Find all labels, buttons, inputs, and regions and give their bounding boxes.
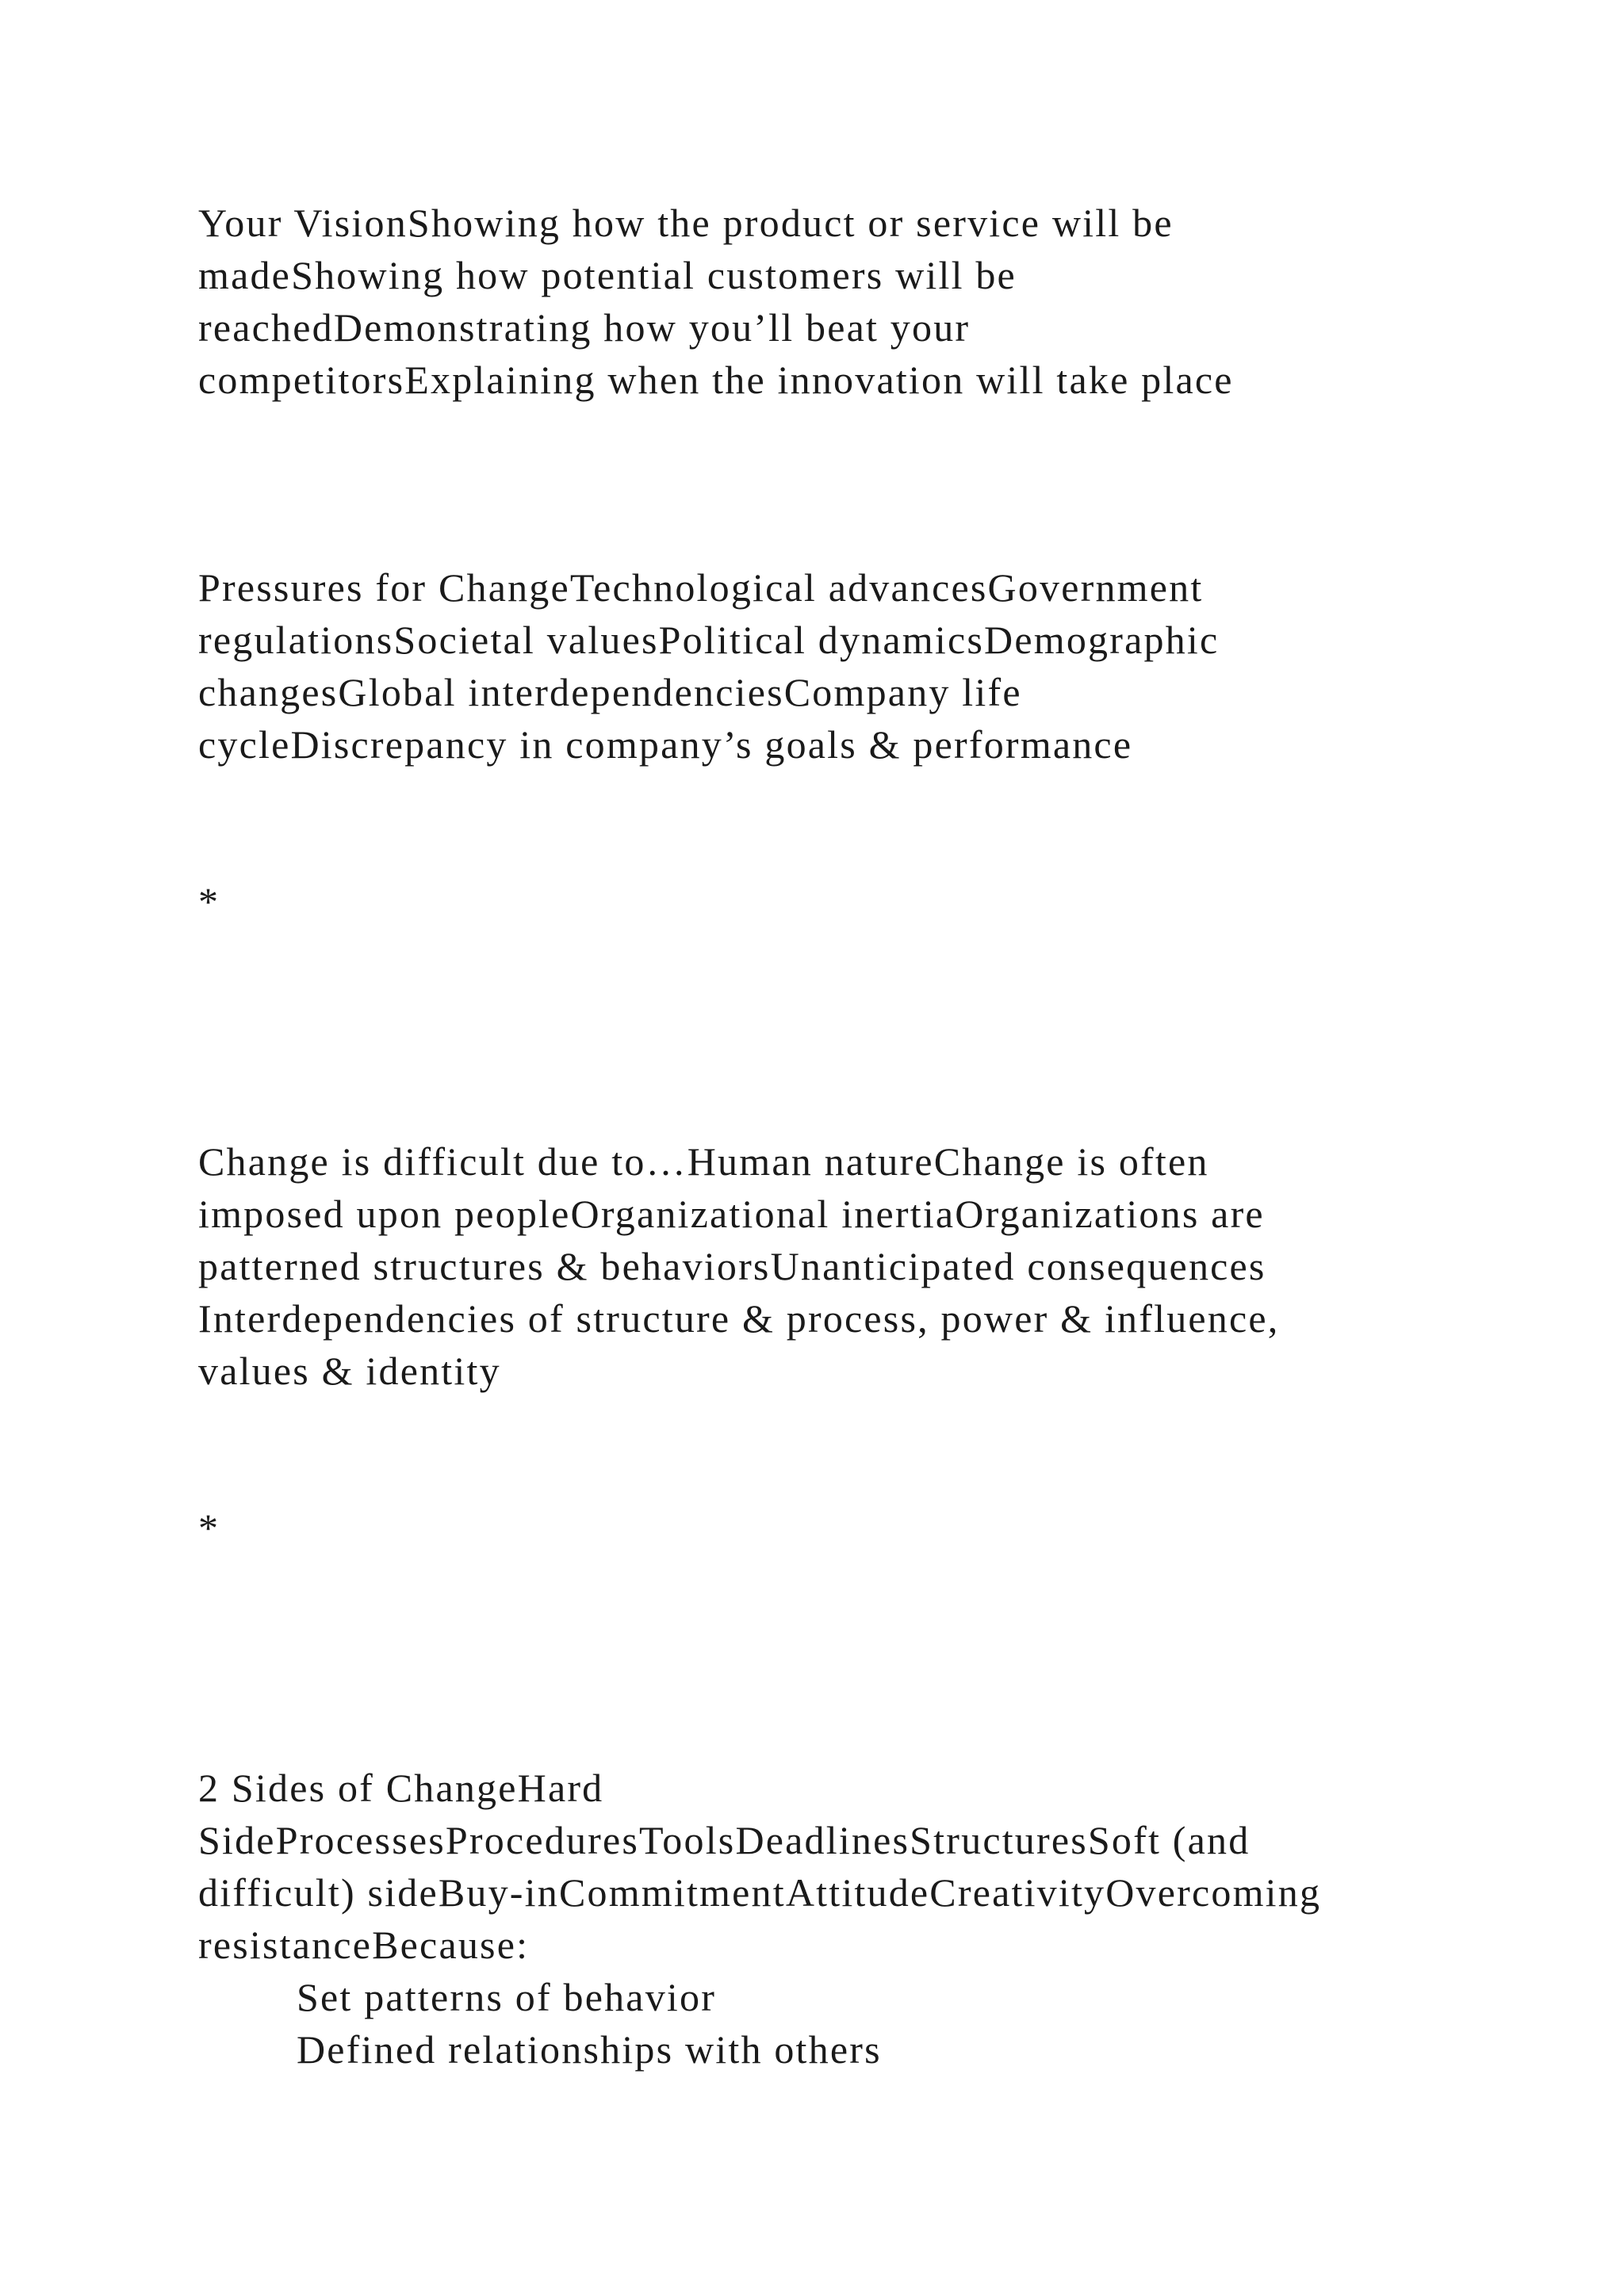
paragraph-line: patterned structures & behaviorsUnanticipated consequences bbox=[198, 1244, 1266, 1288]
paragraph-line: madeShowing how potential customers will be bbox=[198, 253, 1017, 297]
paragraph-line: changesGlobal interdependenciesCompany life bbox=[198, 670, 1022, 714]
paragraph-line: competitorsExplaining when the innovation will take place bbox=[198, 358, 1234, 402]
paragraph-line: values & identity bbox=[198, 1349, 501, 1393]
paragraph-line: Pressures for ChangeTechnological advancesGovernment bbox=[198, 565, 1204, 610]
paragraph-line: resistanceBecause: bbox=[198, 1923, 530, 1967]
paragraph-line: Your VisionShowing how the product or service will be bbox=[198, 201, 1174, 245]
paragraph-line: difficult) sideBuy-inCommitmentAttitudeCreativityOvercoming bbox=[198, 1870, 1322, 1915]
paragraph-line: SideProcessesProceduresToolsDeadlinesStructuresSoft (and bbox=[198, 1818, 1251, 1862]
paragraph-line: reachedDemonstrating how you’ll beat your bbox=[198, 305, 971, 350]
paragraph-line: imposed upon peopleOrganizational inertiaOrganizations are bbox=[198, 1192, 1265, 1236]
separator-asterisk: * bbox=[198, 879, 220, 924]
paragraph-line: Change is difficult due to…Human natureChange is often bbox=[198, 1139, 1209, 1184]
paragraph-line: cycleDiscrepancy in company’s goals & performance bbox=[198, 722, 1133, 767]
indented-line: Defined relationships with others bbox=[297, 2027, 882, 2072]
separator-asterisk: * bbox=[198, 1506, 220, 1550]
indented-line: Set patterns of behavior bbox=[297, 1975, 717, 2019]
paragraph-line: 2 Sides of ChangeHard bbox=[198, 1766, 604, 1810]
paragraph-line: Interdependencies of structure & process, power & influence, bbox=[198, 1296, 1280, 1341]
paragraph-line: regulationsSocietal valuesPolitical dynamicsDemographic bbox=[198, 618, 1220, 662]
